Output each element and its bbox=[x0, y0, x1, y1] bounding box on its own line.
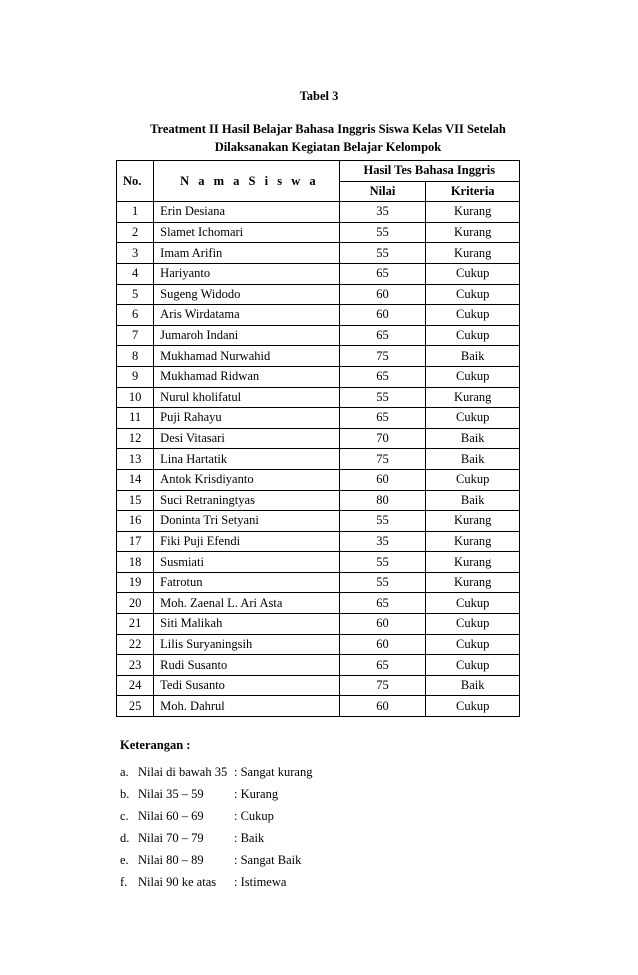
note-letter: e. bbox=[120, 853, 129, 867]
header-no: No. bbox=[117, 161, 154, 202]
note-range: Nilai 35 – 59 bbox=[138, 787, 204, 801]
header-name: N a m a S i s w a bbox=[154, 161, 339, 202]
cell-no: 7 bbox=[117, 325, 154, 346]
table-row bbox=[117, 614, 520, 635]
table-row bbox=[117, 346, 520, 367]
cell-kriteria: Baik bbox=[426, 675, 520, 696]
cell-name: Jumaroh Indani bbox=[154, 325, 339, 346]
note-item bbox=[120, 783, 312, 805]
note-letter: d. bbox=[120, 831, 130, 845]
cell-name: Moh. Dahrul bbox=[154, 696, 339, 717]
cell-no: 24 bbox=[117, 675, 154, 696]
note-item bbox=[120, 761, 312, 783]
cell-name: Mukhamad Ridwan bbox=[154, 366, 339, 387]
table-number: Tabel 3 bbox=[299, 89, 339, 103]
cell-kriteria: Kurang bbox=[426, 511, 520, 532]
table-row bbox=[117, 222, 520, 243]
header-kriteria: Kriteria bbox=[426, 181, 520, 202]
notes-title: Keterangan : bbox=[120, 738, 191, 752]
note-item bbox=[120, 827, 312, 849]
cell-nilai: 55 bbox=[339, 387, 426, 408]
cell-no: 12 bbox=[117, 428, 154, 449]
cell-nilai: 55 bbox=[339, 222, 426, 243]
cell-name: Hariyanto bbox=[154, 263, 339, 284]
cell-kriteria: Baik bbox=[426, 490, 520, 511]
note-range: Nilai 90 ke atas bbox=[138, 875, 217, 889]
note-label: : Kurang bbox=[234, 787, 279, 801]
header-row-1 bbox=[117, 161, 520, 182]
table-row bbox=[117, 572, 520, 593]
notes-section bbox=[120, 738, 312, 893]
cell-name: Nurul kholifatul bbox=[154, 387, 339, 408]
table-row bbox=[117, 428, 520, 449]
cell-kriteria: Cukup bbox=[426, 325, 520, 346]
cell-no: 22 bbox=[117, 634, 154, 655]
table-row bbox=[117, 284, 520, 305]
cell-kriteria: Baik bbox=[426, 428, 520, 449]
cell-nilai: 70 bbox=[339, 428, 426, 449]
cell-name: Fiki Puji Efendi bbox=[154, 531, 339, 552]
header-nilai: Nilai bbox=[339, 181, 426, 202]
note-label: : Cukup bbox=[234, 809, 274, 823]
scores-table bbox=[116, 160, 520, 717]
cell-nilai: 60 bbox=[339, 284, 426, 305]
cell-nilai: 65 bbox=[339, 655, 426, 676]
cell-no: 19 bbox=[117, 572, 154, 593]
cell-no: 10 bbox=[117, 387, 154, 408]
table-row bbox=[117, 490, 520, 511]
cell-name: Aris Wirdatama bbox=[154, 305, 339, 326]
note-letter: c. bbox=[120, 809, 129, 823]
cell-kriteria: Cukup bbox=[426, 263, 520, 284]
cell-kriteria: Baik bbox=[426, 449, 520, 470]
cell-no: 25 bbox=[117, 696, 154, 717]
cell-name: Puji Rahayu bbox=[154, 408, 339, 429]
cell-kriteria: Cukup bbox=[426, 366, 520, 387]
cell-kriteria: Cukup bbox=[426, 408, 520, 429]
note-letter: f. bbox=[120, 875, 128, 889]
cell-nilai: 65 bbox=[339, 593, 426, 614]
cell-kriteria: Cukup bbox=[426, 614, 520, 635]
cell-no: 15 bbox=[117, 490, 154, 511]
cell-name: Tedi Susanto bbox=[154, 675, 339, 696]
cell-name: Erin Desiana bbox=[154, 202, 339, 223]
cell-no: 13 bbox=[117, 449, 154, 470]
table-row bbox=[117, 408, 520, 429]
cell-nilai: 60 bbox=[339, 634, 426, 655]
cell-no: 17 bbox=[117, 531, 154, 552]
cell-name: Fatrotun bbox=[154, 572, 339, 593]
cell-nilai: 55 bbox=[339, 243, 426, 264]
table-row bbox=[117, 531, 520, 552]
table-row bbox=[117, 675, 520, 696]
table-row bbox=[117, 696, 520, 717]
table-row bbox=[117, 449, 520, 470]
cell-no: 23 bbox=[117, 655, 154, 676]
cell-kriteria: Kurang bbox=[426, 572, 520, 593]
cell-nilai: 75 bbox=[339, 346, 426, 367]
cell-nilai: 65 bbox=[339, 408, 426, 429]
cell-kriteria: Kurang bbox=[426, 531, 520, 552]
note-range: Nilai 70 – 79 bbox=[138, 831, 204, 845]
note-label: : Baik bbox=[234, 831, 265, 845]
cell-kriteria: Kurang bbox=[426, 222, 520, 243]
header-group: Hasil Tes Bahasa Inggris bbox=[339, 161, 519, 182]
cell-name: Suci Retraningtyas bbox=[154, 490, 339, 511]
cell-no: 11 bbox=[117, 408, 154, 429]
table-row bbox=[117, 305, 520, 326]
cell-name: Lilis Suryaningsih bbox=[154, 634, 339, 655]
cell-no: 21 bbox=[117, 614, 154, 635]
note-item bbox=[120, 849, 312, 871]
cell-nilai: 35 bbox=[339, 202, 426, 223]
cell-no: 6 bbox=[117, 305, 154, 326]
table-row bbox=[117, 469, 520, 490]
cell-name: Slamet Ichomari bbox=[154, 222, 339, 243]
cell-no: 5 bbox=[117, 284, 154, 305]
cell-name: Imam Arifin bbox=[154, 243, 339, 264]
cell-nilai: 65 bbox=[339, 263, 426, 284]
table-row bbox=[117, 325, 520, 346]
cell-kriteria: Baik bbox=[426, 346, 520, 367]
table-title: Treatment II Hasil Belajar Bahasa Inggris Siswa Kelas VII Setelah Dilaksanakan Kegiatan Belajar Kelompok bbox=[150, 122, 506, 154]
cell-name: Siti Malikah bbox=[154, 614, 339, 635]
cell-no: 8 bbox=[117, 346, 154, 367]
cell-kriteria: Kurang bbox=[426, 552, 520, 573]
table-row bbox=[117, 202, 520, 223]
table-row bbox=[117, 511, 520, 532]
table-row bbox=[117, 366, 520, 387]
note-label: : Sangat kurang bbox=[234, 765, 313, 779]
table-row bbox=[117, 552, 520, 573]
cell-kriteria: Cukup bbox=[426, 284, 520, 305]
cell-name: Sugeng Widodo bbox=[154, 284, 339, 305]
cell-nilai: 80 bbox=[339, 490, 426, 511]
cell-name: Lina Hartatik bbox=[154, 449, 339, 470]
note-range: Nilai 80 – 89 bbox=[138, 853, 204, 867]
cell-nilai: 55 bbox=[339, 511, 426, 532]
cell-no: 1 bbox=[117, 202, 154, 223]
table-row bbox=[117, 243, 520, 264]
table-row bbox=[117, 387, 520, 408]
note-label: : Sangat Baik bbox=[234, 853, 302, 867]
cell-name: Susmiati bbox=[154, 552, 339, 573]
cell-nilai: 60 bbox=[339, 696, 426, 717]
cell-no: 16 bbox=[117, 511, 154, 532]
table-row bbox=[117, 263, 520, 284]
note-label: : Istimewa bbox=[234, 875, 287, 889]
cell-nilai: 55 bbox=[339, 572, 426, 593]
cell-nilai: 35 bbox=[339, 531, 426, 552]
cell-nilai: 65 bbox=[339, 366, 426, 387]
table-row bbox=[117, 634, 520, 655]
note-range: Nilai di bawah 35 bbox=[138, 765, 228, 779]
cell-no: 9 bbox=[117, 366, 154, 387]
cell-nilai: 65 bbox=[339, 325, 426, 346]
cell-no: 3 bbox=[117, 243, 154, 264]
cell-kriteria: Kurang bbox=[426, 243, 520, 264]
cell-name: Antok Krisdiyanto bbox=[154, 469, 339, 490]
note-range: Nilai 60 – 69 bbox=[138, 809, 204, 823]
cell-nilai: 60 bbox=[339, 305, 426, 326]
cell-no: 14 bbox=[117, 469, 154, 490]
table-row bbox=[117, 655, 520, 676]
cell-no: 2 bbox=[117, 222, 154, 243]
cell-kriteria: Kurang bbox=[426, 387, 520, 408]
cell-name: Desi Vitasari bbox=[154, 428, 339, 449]
cell-nilai: 75 bbox=[339, 675, 426, 696]
cell-kriteria: Cukup bbox=[426, 469, 520, 490]
cell-kriteria: Cukup bbox=[426, 696, 520, 717]
cell-no: 18 bbox=[117, 552, 154, 573]
cell-kriteria: Cukup bbox=[426, 655, 520, 676]
cell-name: Mukhamad Nurwahid bbox=[154, 346, 339, 367]
cell-kriteria: Kurang bbox=[426, 202, 520, 223]
cell-name: Rudi Susanto bbox=[154, 655, 339, 676]
note-letter: b. bbox=[120, 787, 130, 801]
note-item bbox=[120, 805, 312, 827]
cell-no: 4 bbox=[117, 263, 154, 284]
note-letter: a. bbox=[120, 765, 129, 779]
cell-nilai: 60 bbox=[339, 469, 426, 490]
cell-name: Doninta Tri Setyani bbox=[154, 511, 339, 532]
cell-kriteria: Cukup bbox=[426, 593, 520, 614]
cell-no: 20 bbox=[117, 593, 154, 614]
note-item bbox=[120, 871, 312, 893]
cell-kriteria: Cukup bbox=[426, 634, 520, 655]
cell-nilai: 55 bbox=[339, 552, 426, 573]
table-row bbox=[117, 593, 520, 614]
notes-list bbox=[120, 761, 312, 893]
cell-nilai: 60 bbox=[339, 614, 426, 635]
cell-nilai: 75 bbox=[339, 449, 426, 470]
cell-kriteria: Cukup bbox=[426, 305, 520, 326]
cell-name: Moh. Zaenal L. Ari Asta bbox=[154, 593, 339, 614]
